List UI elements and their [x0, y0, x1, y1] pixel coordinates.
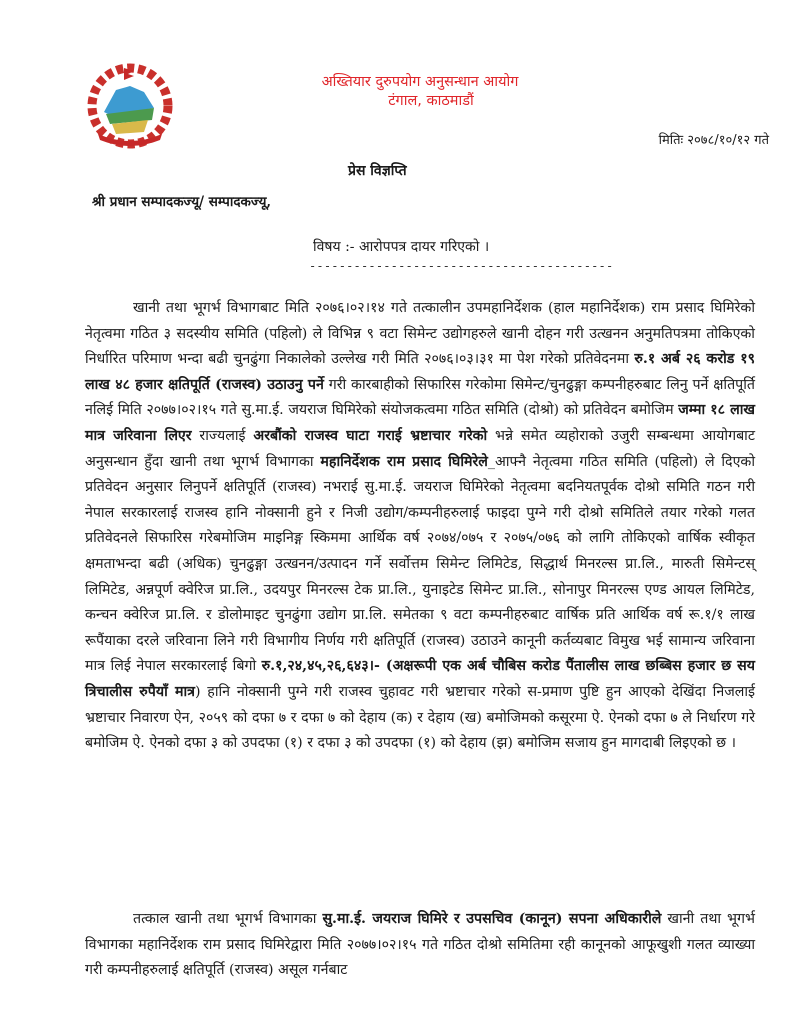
text-segment: गरी कारबाहीको सिफारिस गरेकोमा सिमेन्ट/चुनढुङ्गा कम्पनीहरुबाट लिनु पर्ने क्षतिपूर्ति नलिई मिति २०७७।०२।१५ गते सु.मा.ई. जयराज घिमिरेको संयोजकत्वमा गठित समिति (दोश्रो) को प्रतिवेदन बमोजिम	[85, 376, 755, 419]
text-segment: तत्काल खानी तथा भूगर्भ विभागका	[133, 911, 323, 927]
bold-text-segment: सु.मा.ई. जयराज घिमिरे र उपसचिव (कानून) सपना अधिकारीले	[322, 911, 662, 927]
salutation: श्री प्रधान सम्पादकज्यू/ सम्पादकज्यू,	[92, 194, 272, 210]
body-paragraph-1	[85, 296, 755, 757]
organization-name: अख्तियार दुरुपयोग अनुसन्धान आयोग	[321, 74, 519, 90]
text-segment: राज्यलाई	[191, 427, 254, 444]
bold-text-segment: रु.१,२४,४५,२६,६४३।- (अक्षरूपी एक अर्ब चौबिस करोड पैंतालीस लाख छब्बिस हजार छ सय त्रिचालीस रुपैयाँ मात्र	[85, 658, 755, 700]
document-date: मितिः २०७८/१०/१२ गते	[658, 133, 769, 148]
bold-text-segment: महानिर्देशक राम प्रसाद घिमिरेले	[320, 453, 488, 470]
paragraph-text	[85, 296, 755, 757]
bold-text-segment: रु.१ अर्ब २६ करोड १९ लाख ४८ हजार क्षतिपूर्ति (राजस्व) उठाउनु पर्ने	[85, 351, 755, 393]
document-title: प्रेस विज्ञप्ति	[348, 163, 407, 179]
text-segment: _आफ्नै नेतृत्वमा गठित समिति (पहिलो) ले दिएको प्रतिवेदन अनुसार लिनुपर्ने क्षतिपूर्ति (राजस्व) नभराई सु.मा.ई. जयराज घिमिरेको नेतृत्वमा बदनियतपूर्वक दोश्रो समिति गठन गरी नेपाल सरकारलाई राजस्व हानि नोक्सानी हुने र निजी उद्योग/कम्पनीहरुलाई फाइदा पुग्ने गरी दोश्रो समितिले तयार गरेको गलत प्रतिवेदनले सिफारिस गरेबमोजिम माइनिङ्ग स्किममा आर्थिक वर्ष २०७४/०७५ र २०७५/०७६ को लागि तोकिएको वार्षिक स्वीकृत क्षमताभन्दा बढी (अधिक) चुनढुङ्गा उत्खनन/उत्पादन गर्ने सर्वोत्तम सिमेन्ट लिमिटेड, सिद्धार्थ मिनरल्स प्रा.लि., मारुती सिमेन्टस् लिमिटेड, अन्नपूर्ण क्वेरिज प्रा.लि., उदयपुर मिनरल्स टेक प्रा.लि., युनाइटेड सिमेन्ट प्रा.लि., सोनापुर मिनरल्स एण्ड आयल लिमिटेड, कन्चन क्वेरिज प्रा.लि. र डोलोमाइट चुनढुंगा उद्योग प्रा.लि. समेतका ९ वटा कम्पनीहरुबाट वार्षिक प्रति आर्थिक वर्ष रू.१/१ लाख रूपैंयाका दरले जरिवाना लिने गरी विभागीय निर्णय गरी क्षतिपूर्ति (राजस्व) उठाउने कानूनी कर्तव्यबाट विमुख भई सामान्य जरिवाना मात्र लिई नेपाल सरकारलाई बिगो	[85, 453, 755, 675]
bold-text-segment: जम्मा १८ लाख मात्र जरिवाना लिएर	[85, 402, 755, 444]
subject-separator: -----------------------------------------	[309, 259, 614, 273]
bold-text-segment: अरबौंको राजस्व घाटा गराई भ्रष्टाचार गरेको	[253, 427, 488, 444]
organization-location: टंगाल, काठमाडौं	[388, 93, 474, 109]
text-segment: खानी तथा भूगर्भ विभागबाट मिति २०७६।०२।१४ गते तत्कालीन उपमहानिर्देशक (हाल महानिर्देशक) राम प्रसाद घिमिरेको नेतृत्वमा गठित ३ सदस्यीय समिति (पहिलो) ले विभिन्न ९ वटा सिमेन्ट उद्योगहरुले खानी दोहन गरी उत्खनन अनुमतिपत्रमा तोकिएको निर्धारित परिमाण भन्दा बढी चुनढुंगा निकालेको उल्लेख गरी मिति २०७६।०३।३१ मा पेश गरेको प्रतिवेदनमा	[85, 300, 755, 368]
organization-header	[290, 73, 550, 111]
text-segment: भन्ने समेत व्यहोराको उजुरी सम्बन्धमा आयोगबाट अनुसन्धान हुँदा खानी तथा भूगर्भ विभागका	[85, 427, 755, 470]
nepal-government-emblem-icon	[82, 62, 178, 150]
text-segment: खानी तथा भूगर्भ विभागका महानिर्देशक राम प्रसाद घिमिरेद्वारा मिति २०७७।०२।१५ गते गठित दोश्रो समितिमा रही कानूनको आफूखुशी गलत व्याख्या गरी कम्पनीहरुलाई क्षतिपूर्ति (राजस्व) असूल गर्नबाट	[85, 911, 755, 979]
paragraph-text	[85, 907, 755, 984]
text-segment: ) हानि नोक्सानी पुग्ने गरी राजस्व चुहावट गरी भ्रष्टाचार गरेको स-प्रमाण पुष्टि हुन आएको देखिंदा निजलाई भ्रष्टाचार निवारण ऐन, २०५९ को दफा ७ र दफा ७ को देहाय (क) र देहाय (ख) बमोजिमको कसूरमा ऐ. ऐनको दफा ७ ले निर्धारण गरे बमोजिम ऐ. ऐनको दफा ३ को उपदफा (१) र दफा ३ को उपदफा (१) को देहाय (झ) बमोजिम सजाय हुन मागदाबी लिइएको छ ।	[85, 683, 755, 752]
body-paragraph-2	[85, 907, 755, 984]
subject-line: विषय :- आरोपपत्र दायर गरिएको ।	[313, 239, 490, 255]
